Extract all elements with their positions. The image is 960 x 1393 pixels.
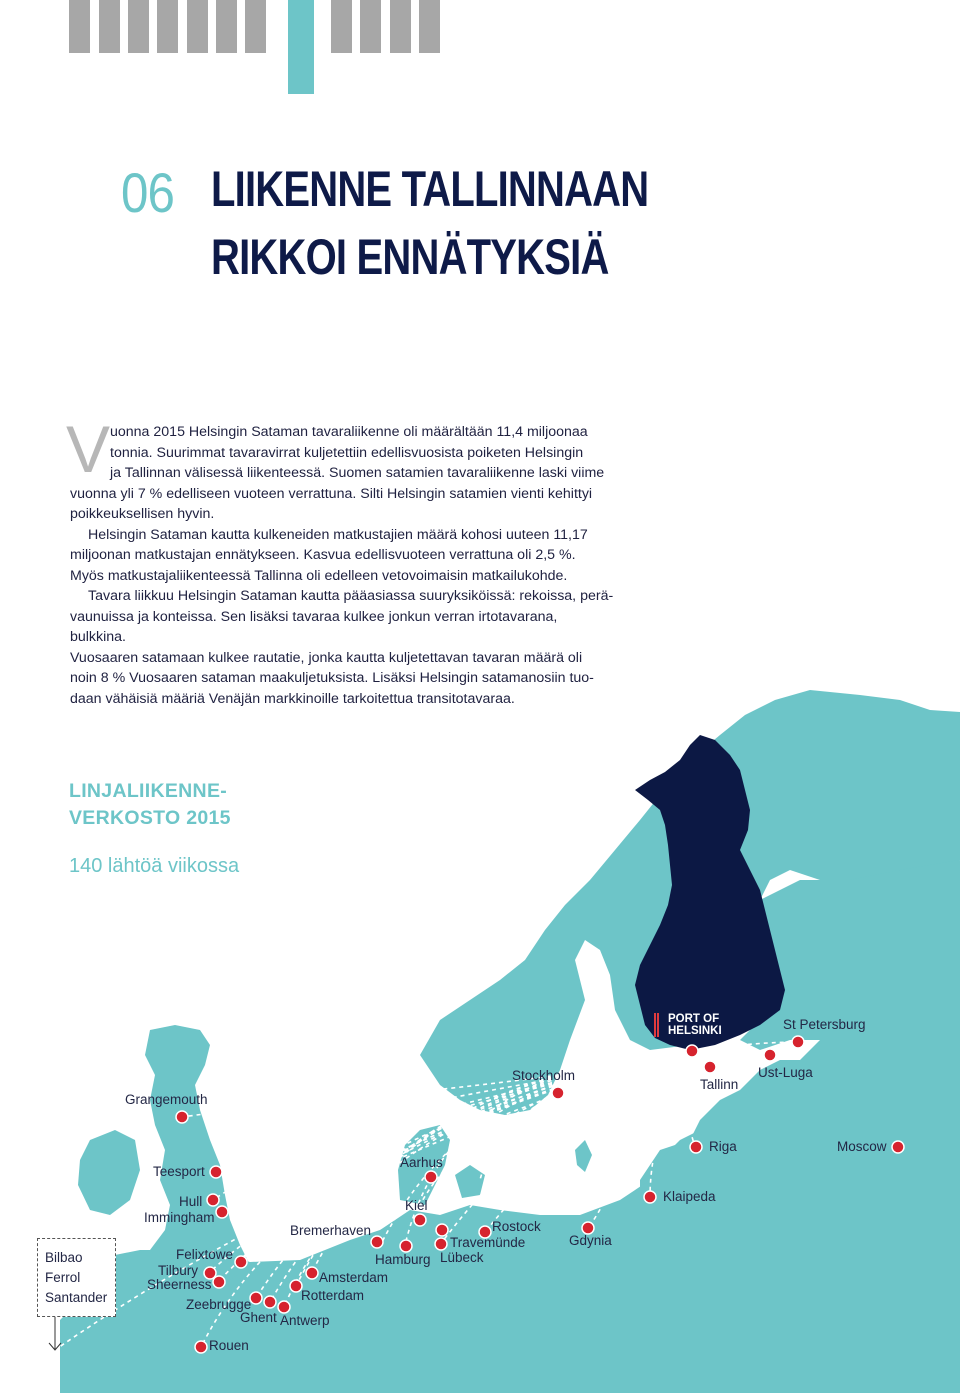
port-label-stockholm: Stockholm xyxy=(512,1068,576,1083)
legend-item: Santander xyxy=(45,1290,108,1305)
text-line: Vuosaaren satamaan kulkee rautatie, jonka kautta kuljetettavan tavaran määrä oli xyxy=(70,649,583,666)
text-line: daan vähäisiä määriä Venäjän markkinoille tarkoitettua transitotavaraa. xyxy=(70,690,515,707)
port-label-tallinn: Tallinn xyxy=(700,1077,739,1092)
port-label-riga: Riga xyxy=(709,1139,737,1154)
text-line: tonnia. Suurimmat tavaravirrat kuljetettiin edellisvuosista poiketen Helsingin xyxy=(110,444,584,461)
port-label-st-petersburg: St Petersburg xyxy=(783,1017,866,1032)
port-dot-antwerp xyxy=(278,1301,290,1313)
text-line: Tavara liikkuu Helsingin Sataman kautta pääasiassa suuryksiköissä: rekoissa, perä- xyxy=(88,588,614,604)
text-line: uonna 2015 Helsingin Sataman tavaraliikenne oli määrältään 11,4 miljoonaa xyxy=(110,424,588,440)
port-label-ust-luga: Ust-Luga xyxy=(758,1065,813,1080)
port-label-hamburg: Hamburg xyxy=(375,1252,431,1267)
port-dot-sheerness xyxy=(213,1276,225,1288)
map-title-line1: LINJALIIKENNE- xyxy=(69,780,228,802)
port-dot-travemunde xyxy=(436,1224,448,1236)
port-dot-tallinn xyxy=(704,1061,716,1073)
header-bar xyxy=(419,0,440,53)
port-dot-amsterdam xyxy=(306,1267,318,1279)
port-of-helsinki-logo xyxy=(654,1013,722,1037)
text-line: noin 8 % Vuosaaren sataman maakuljetuksista. Lisäksi Helsingin satamanosiin tuo- xyxy=(70,670,594,686)
port-label-travemunde: Travemünde xyxy=(450,1235,526,1250)
port-label-hull: Hull xyxy=(179,1194,203,1209)
drop-cap: V xyxy=(66,412,111,486)
port-label-rostock: Rostock xyxy=(492,1219,541,1234)
text-line: vuonna yli 7 % edelliseen vuoteen verrattuna. Silti Helsingin satamien vienti kehittyi xyxy=(70,485,593,502)
denmark-island xyxy=(455,1165,485,1198)
port-label-zeebrugge: Zeebrugge xyxy=(186,1297,252,1312)
port-dot-stockholm xyxy=(552,1087,564,1099)
port-label-bremerhaven: Bremerhaven xyxy=(290,1223,372,1238)
map-subtitle: 140 lähtöä viikossa xyxy=(69,855,240,877)
port-label-lubeck: Lübeck xyxy=(440,1250,484,1265)
text-line: Myös matkustajaliikenteessä Tallinna oli edelleen vetovoimaisin matkailukohde. xyxy=(70,567,568,584)
port-dot-rouen xyxy=(195,1341,207,1353)
logo-line2: HELSINKI xyxy=(668,1025,722,1037)
port-dot-zeebrugge xyxy=(250,1292,262,1304)
port-dot-immingham xyxy=(216,1206,228,1218)
port-dot-kiel xyxy=(414,1214,426,1226)
route xyxy=(692,1050,770,1057)
port-label-klaipeda: Klaipeda xyxy=(663,1189,716,1204)
port-dot-bremerhaven xyxy=(371,1236,383,1248)
legend-item: Ferrol xyxy=(45,1270,81,1285)
port-dot-ust-luga xyxy=(764,1049,776,1061)
header-bar xyxy=(99,0,120,53)
text-line: poikkeuksellisen hyvin. xyxy=(70,506,215,522)
route xyxy=(686,1050,695,1147)
logo-line1: PORT OF xyxy=(668,1013,720,1025)
legend-item: Bilbao xyxy=(45,1250,83,1265)
header-bar xyxy=(216,0,237,53)
header-bar xyxy=(331,0,352,53)
port-label-grangemouth: Grangemouth xyxy=(125,1092,208,1107)
map-title-line2: VERKOSTO 2015 xyxy=(69,807,231,829)
route xyxy=(558,1050,692,1093)
port-label-felixtowe: Felixtowe xyxy=(176,1247,234,1262)
port-dot-aarhus xyxy=(425,1171,437,1183)
header-bar-accent xyxy=(288,0,314,94)
article-body xyxy=(70,422,616,709)
header-bar xyxy=(69,0,90,53)
header-bars xyxy=(0,0,960,100)
port-label-gdynia: Gdynia xyxy=(569,1233,612,1248)
port-label-kiel: Kiel xyxy=(405,1198,428,1213)
port-label-moscow: Moscow xyxy=(837,1139,887,1154)
gotland-island xyxy=(575,1140,592,1172)
port-label-amsterdam: Amsterdam xyxy=(319,1270,389,1285)
port-dot-hamburg xyxy=(400,1240,412,1252)
port-dot-felixtowe xyxy=(235,1256,247,1268)
text-line: vaunuissa ja konteissa. Sen lisäksi tavaraa kulkee jonkun verran irtotavarana, bulkkina. xyxy=(70,608,558,645)
ireland-landmass xyxy=(78,1130,140,1215)
port-dot-klaipeda xyxy=(644,1191,656,1203)
header-bar xyxy=(187,0,208,53)
map-title xyxy=(69,778,231,832)
chapter-title-line1: LIIKENNE TALLINNAAN xyxy=(211,161,649,217)
header-bar xyxy=(128,0,149,53)
port-label-sheerness: Sheerness xyxy=(147,1277,212,1292)
legend-box-spain-ports xyxy=(37,1238,116,1317)
text-line: ja Tallinnan välisessä liikenteessä. Suomen satamien tavaraliikenne laski viime xyxy=(110,465,605,481)
port-label-teesport: Teesport xyxy=(153,1164,205,1179)
legend-arrow xyxy=(49,1316,61,1350)
port-dot-lubeck xyxy=(435,1238,447,1250)
port-dot-riga xyxy=(690,1141,702,1153)
chapter-title-line2: RIKKOI ENNÄTYKSIÄ xyxy=(211,229,609,285)
header-bar xyxy=(157,0,178,53)
port-label-tilbury: Tilbury xyxy=(158,1263,199,1278)
port-dot-hull xyxy=(207,1194,219,1206)
header-bar xyxy=(245,0,266,53)
port-label-immingham: Immingham xyxy=(144,1210,215,1225)
port-dot-ghent xyxy=(264,1296,276,1308)
text-line: miljoonan matkustajan ennätykseen. Kasvua edellisvuoteen verrattuna oli 2,5 %. xyxy=(70,547,576,563)
port-label-ghent: Ghent xyxy=(240,1310,277,1325)
port-label-rotterdam: Rotterdam xyxy=(301,1288,365,1303)
port-label-rouen: Rouen xyxy=(209,1338,249,1353)
header-bar xyxy=(390,0,411,53)
chapter-number: 06 xyxy=(121,161,175,224)
port-dot-st-petersburg xyxy=(792,1036,804,1048)
port-dot-moscow xyxy=(892,1141,904,1153)
port-label-aarhus: Aarhus xyxy=(400,1155,443,1170)
header-bar xyxy=(360,0,381,53)
port-dot-helsinki xyxy=(686,1045,698,1057)
port-label-antwerp: Antwerp xyxy=(280,1313,330,1328)
port-dot-teesport xyxy=(210,1166,222,1178)
text-line: Helsingin Sataman kautta kulkeneiden matkustajien määrä kohosi uuteen 11,17 xyxy=(88,526,588,543)
port-dot-grangemouth xyxy=(176,1111,188,1123)
